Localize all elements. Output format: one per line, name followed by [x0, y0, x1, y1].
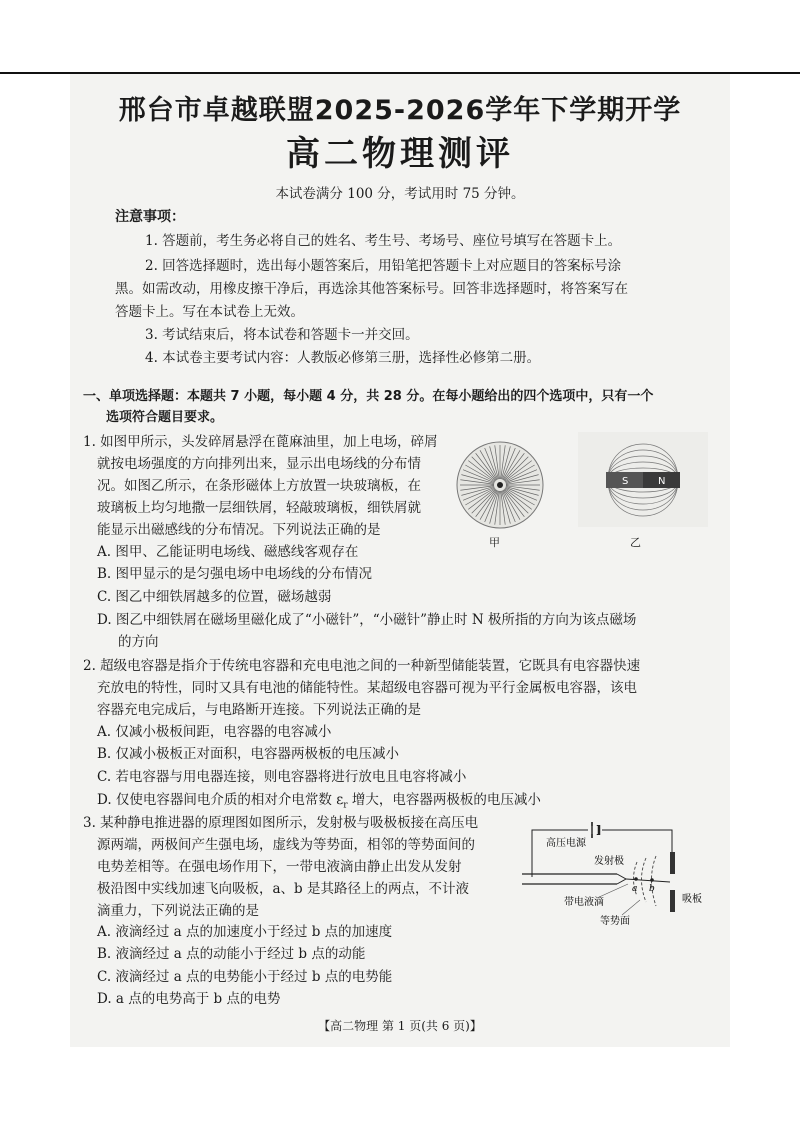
figure-jia-label: 甲 — [489, 536, 500, 549]
page-footer: 【高二物理 第 1 页(共 6 页)】 — [318, 1019, 482, 1033]
q1-stem: 1. 如图甲所示，头发碎屑悬浮在蓖麻油里，加上电场，碎屑 — [83, 434, 438, 450]
q3-option-a: A. 液滴经过 a 点的加速度小于经过 b 点的加速度 — [97, 924, 393, 940]
q1-option-d-cont: 的方向 — [118, 634, 159, 650]
exam-info: 本试卷满分 100 分，考试用时 75 分钟。 — [275, 186, 525, 202]
q1-stem: 能显示出磁感线的分布情况。下列说法正确的是 — [97, 522, 381, 538]
q3-stem: 极沿图中实线加速飞向吸板，a、b 是其路径上的两点，不计液 — [97, 881, 469, 897]
section-heading-cont: 选项符合题目要求。 — [106, 410, 224, 425]
exam-subject: 高二物理测评 — [286, 134, 514, 174]
q3-stem: 源两端，两极间产生强电场，虚线为等势面，相邻的等势面间的 — [97, 837, 475, 853]
exam-title: 邢台市卓越联盟2025-2026学年下学期开学 — [118, 95, 682, 126]
q1-stem: 就按电场强度的方向排列出来，显示出电场线的分布情 — [97, 456, 421, 472]
q2-stem: 充放电的特性，同时又具有电池的储能特性。某超级电容器可视为平行金属板电容器，该电 — [97, 680, 637, 696]
notice-line: 黑。如需改动，用橡皮擦干净后，再选涂其他答案标号。回答非选择题时，将答案写在 — [115, 281, 628, 297]
q3-stem: 3. 某种静电推进器的原理图如图所示，发射极与吸极板接在高压电 — [83, 815, 479, 831]
q2-option-d: D. 仅使电容器间电介质的相对介电常数 $\varepsilon_r$ 增大，电容器两极板的电压减小 — [97, 792, 541, 811]
notice-line: 1. 答题前，考生务必将自己的姓名、考生号、考场号、座位号填写在答题卡上。 — [145, 233, 622, 249]
q2-option-b: B. 仅减小极板正对面积，电容器两极板的电压减小 — [97, 746, 400, 762]
notice-heading: 注意事项： — [115, 209, 185, 225]
magnet-n-label: N — [658, 476, 666, 487]
point-b-label: b — [649, 884, 655, 894]
q1-option-b: B. 图甲显示的是匀强电场中电场线的分布情况 — [97, 566, 373, 582]
q1-option-a: A. 图甲、乙能证明电场线、磁感线客观存在 — [97, 544, 359, 560]
q1-option-d: D. 图乙中细铁屑在磁场里磁化成了“小磁针”，“小磁针”静止时 N 极所指的方向为该点磁场 — [97, 612, 637, 628]
plate-label: 吸板 — [682, 894, 702, 905]
q3-stem: 电势差相等。在强电场作用下，一带电液滴由静止出发从发射 — [97, 859, 462, 875]
q2-option-c: C. 若电容器与用电器连接，则电容器将进行放电且电容将减小 — [97, 769, 467, 785]
q1-stem: 况。如图乙所示，在条形磁体上方放置一块玻璃板，在 — [97, 478, 421, 494]
notice-line: 3. 考试结束后，将本试卷和答题卡一并交回。 — [145, 327, 419, 343]
power-label: 高压电源 — [546, 838, 586, 849]
top-rule — [0, 72, 800, 74]
q3-option-b: B. 液滴经过 a 点的动能小于经过 b 点的动能 — [97, 946, 366, 962]
q3-option-c: C. 液滴经过 a 点的电势能小于经过 b 点的电势能 — [97, 969, 393, 985]
emitter-label: 发射极 — [594, 856, 624, 867]
notice-line: 2. 回答选择题时，选出每小题答案后，用铅笔把答题卡上对应题目的答案标号涂 — [145, 258, 622, 274]
q2-stem: 2. 超级电容器是指介于传统电容器和充电电池之间的一种新型储能装置，它既具有电容器快速 — [83, 658, 641, 674]
q1-option-c: C. 图乙中细铁屑越多的位置，磁场越弱 — [97, 589, 332, 605]
notice-line: 答题卡上。写在本试卷上无效。 — [115, 304, 304, 320]
notice-line: 4. 本试卷主要考试内容：人教版必修第三册，选择性必修第二册。 — [145, 350, 541, 366]
figure-yi — [578, 432, 708, 527]
figure-yi-label: 乙 — [630, 536, 641, 549]
q1-stem: 玻璃板上均匀地撒一层细铁屑，轻敲玻璃板，细铁屑就 — [97, 500, 421, 516]
equipotential-label: 等势面 — [600, 916, 630, 927]
q3-option-d: D. a 点的电势高于 b 点的电势 — [97, 991, 281, 1007]
q2-option-a: A. 仅减小极板间距，电容器的电容减小 — [97, 724, 332, 740]
section-heading: 一、单项选择题：本题共 7 小题，每小题 4 分，共 28 分。在每小题给出的四个选项中，只有一个 — [83, 389, 654, 404]
q3-stem: 滴重力，下列说法正确的是 — [97, 903, 259, 919]
q2-stem: 容器充电完成后，与电路断开连接。下列说法正确的是 — [97, 702, 421, 718]
figure-jia — [455, 440, 545, 530]
magnet-s-label: S — [622, 476, 629, 487]
thruster-diagram — [522, 812, 717, 934]
droplet-label: 带电液滴 — [564, 897, 604, 908]
point-a-label: a — [632, 884, 638, 894]
